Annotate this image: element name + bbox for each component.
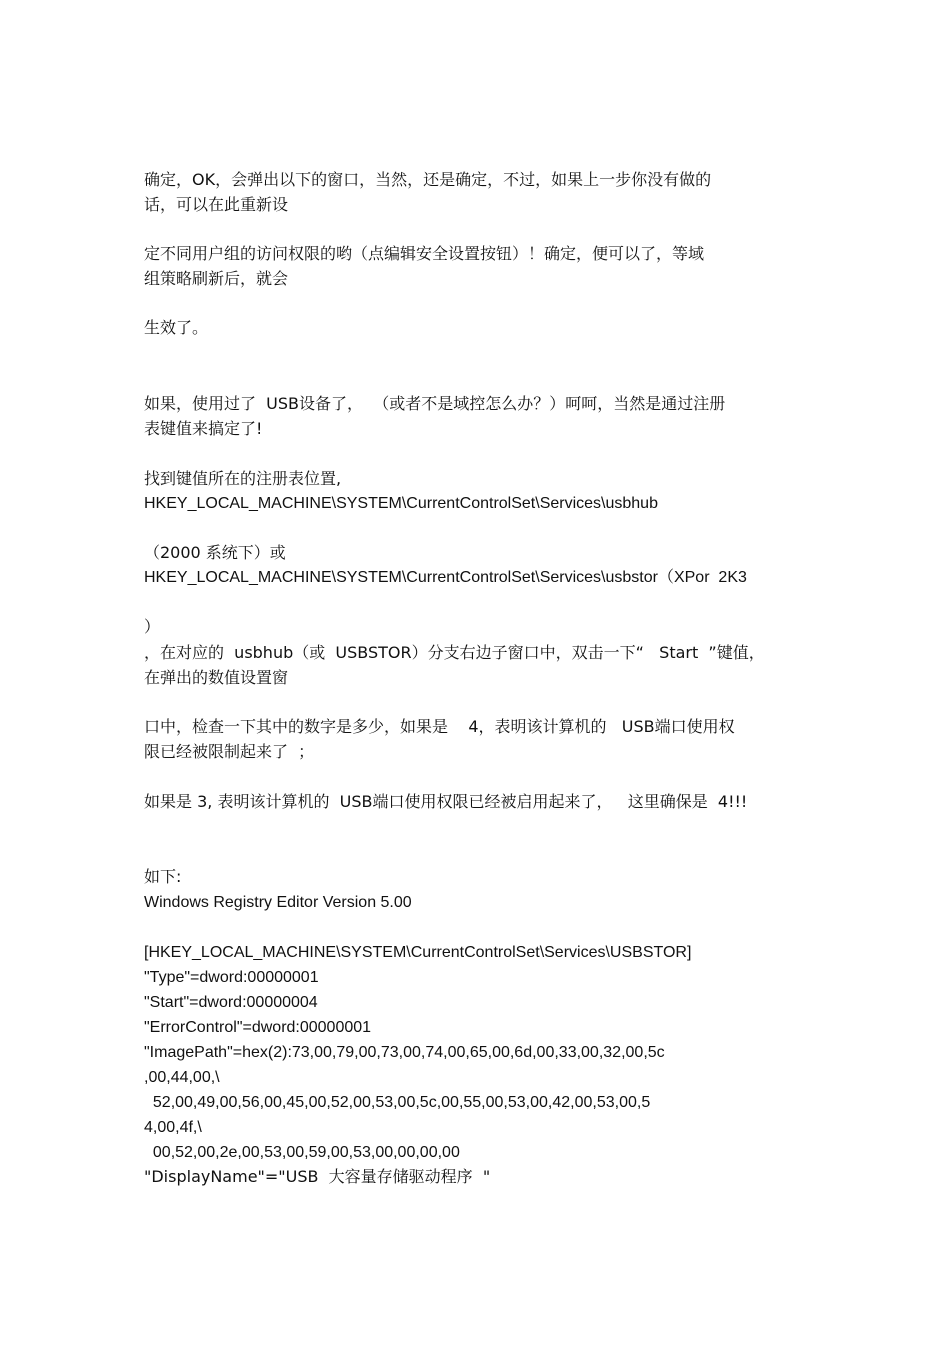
text-line: 表键值来搞定了! (144, 419, 263, 438)
registry-value: "DisplayName"="USB 大容量存储驱动程序 " (144, 1167, 491, 1186)
text-line: （2000 系统下）或 (144, 543, 286, 562)
registry-value: 52,00,49,00,56,00,45,00,52,00,53,00,5c,00,55,00,53,00,42,00,53,00,5 (144, 1094, 651, 1111)
text-line: 口中，检查一下其中的数字是多少，如果是 4，表明该计算机的 USB端口使用权 (144, 717, 735, 736)
registry-key: [HKEY_LOCAL_MACHINE\SYSTEM\CurrentControlSet\Services\USBSTOR] (144, 944, 692, 961)
registry-path: HKEY_LOCAL_MACHINE\SYSTEM\CurrentControlSet\Services\usbstor（XPor 2K3 (144, 569, 747, 586)
registry-value: "Start"=dword:00000004 (144, 994, 318, 1011)
text-line: 组策略刷新后，就会 (144, 269, 289, 288)
text-line: 如果，使用过了 USB设备了， （或者不是域控怎么办？）呵呵，当然是通过注册 (144, 394, 726, 413)
registry-header: Windows Registry Editor Version 5.00 (144, 894, 412, 911)
text-line: ，在对应的 usbhub（或 USBSTOR）分支右边子窗口中，双击一下“ Start ”键值， (144, 643, 765, 662)
text-line: 在弹出的数值设置窗 (144, 668, 289, 687)
registry-value: "ImagePath"=hex(2):73,00,79,00,73,00,74,00,65,00,6d,00,33,00,32,00,5c (144, 1044, 665, 1061)
text-line: 生效了。 (144, 318, 209, 337)
text-line: 确定，OK，会弹出以下的窗口，当然，还是确定，不过，如果上一步你没有做的 (144, 170, 712, 189)
registry-value: "ErrorControl"=dword:00000001 (144, 1019, 372, 1036)
text-line: 找到键值所在的注册表位置, (144, 469, 342, 488)
text-line: 如果是 3, 表明该计算机的 USB端口使用权限已经被启用起来了， 这里确保是 4!!! (144, 792, 748, 811)
text-line: 定不同用户组的访问权限的哟（点编辑安全设置按钮）！确定，便可以了，等域 (144, 244, 705, 263)
text-line: 如下: (144, 867, 182, 886)
registry-path: HKEY_LOCAL_MACHINE\SYSTEM\CurrentControlSet\Services\usbhub (144, 495, 658, 512)
text-line: ） (144, 617, 161, 636)
registry-value: 4,00,4f,\ (144, 1119, 202, 1136)
registry-value: 00,52,00,2e,00,53,00,59,00,53,00,00,00,00 (144, 1144, 460, 1161)
registry-value: ,00,44,00,\ (144, 1069, 220, 1086)
text-line: 话，可以在此重新设 (144, 195, 289, 214)
registry-value: "Type"=dword:00000001 (144, 969, 319, 986)
text-line: 限已经被限制起来了 ； (144, 742, 315, 761)
